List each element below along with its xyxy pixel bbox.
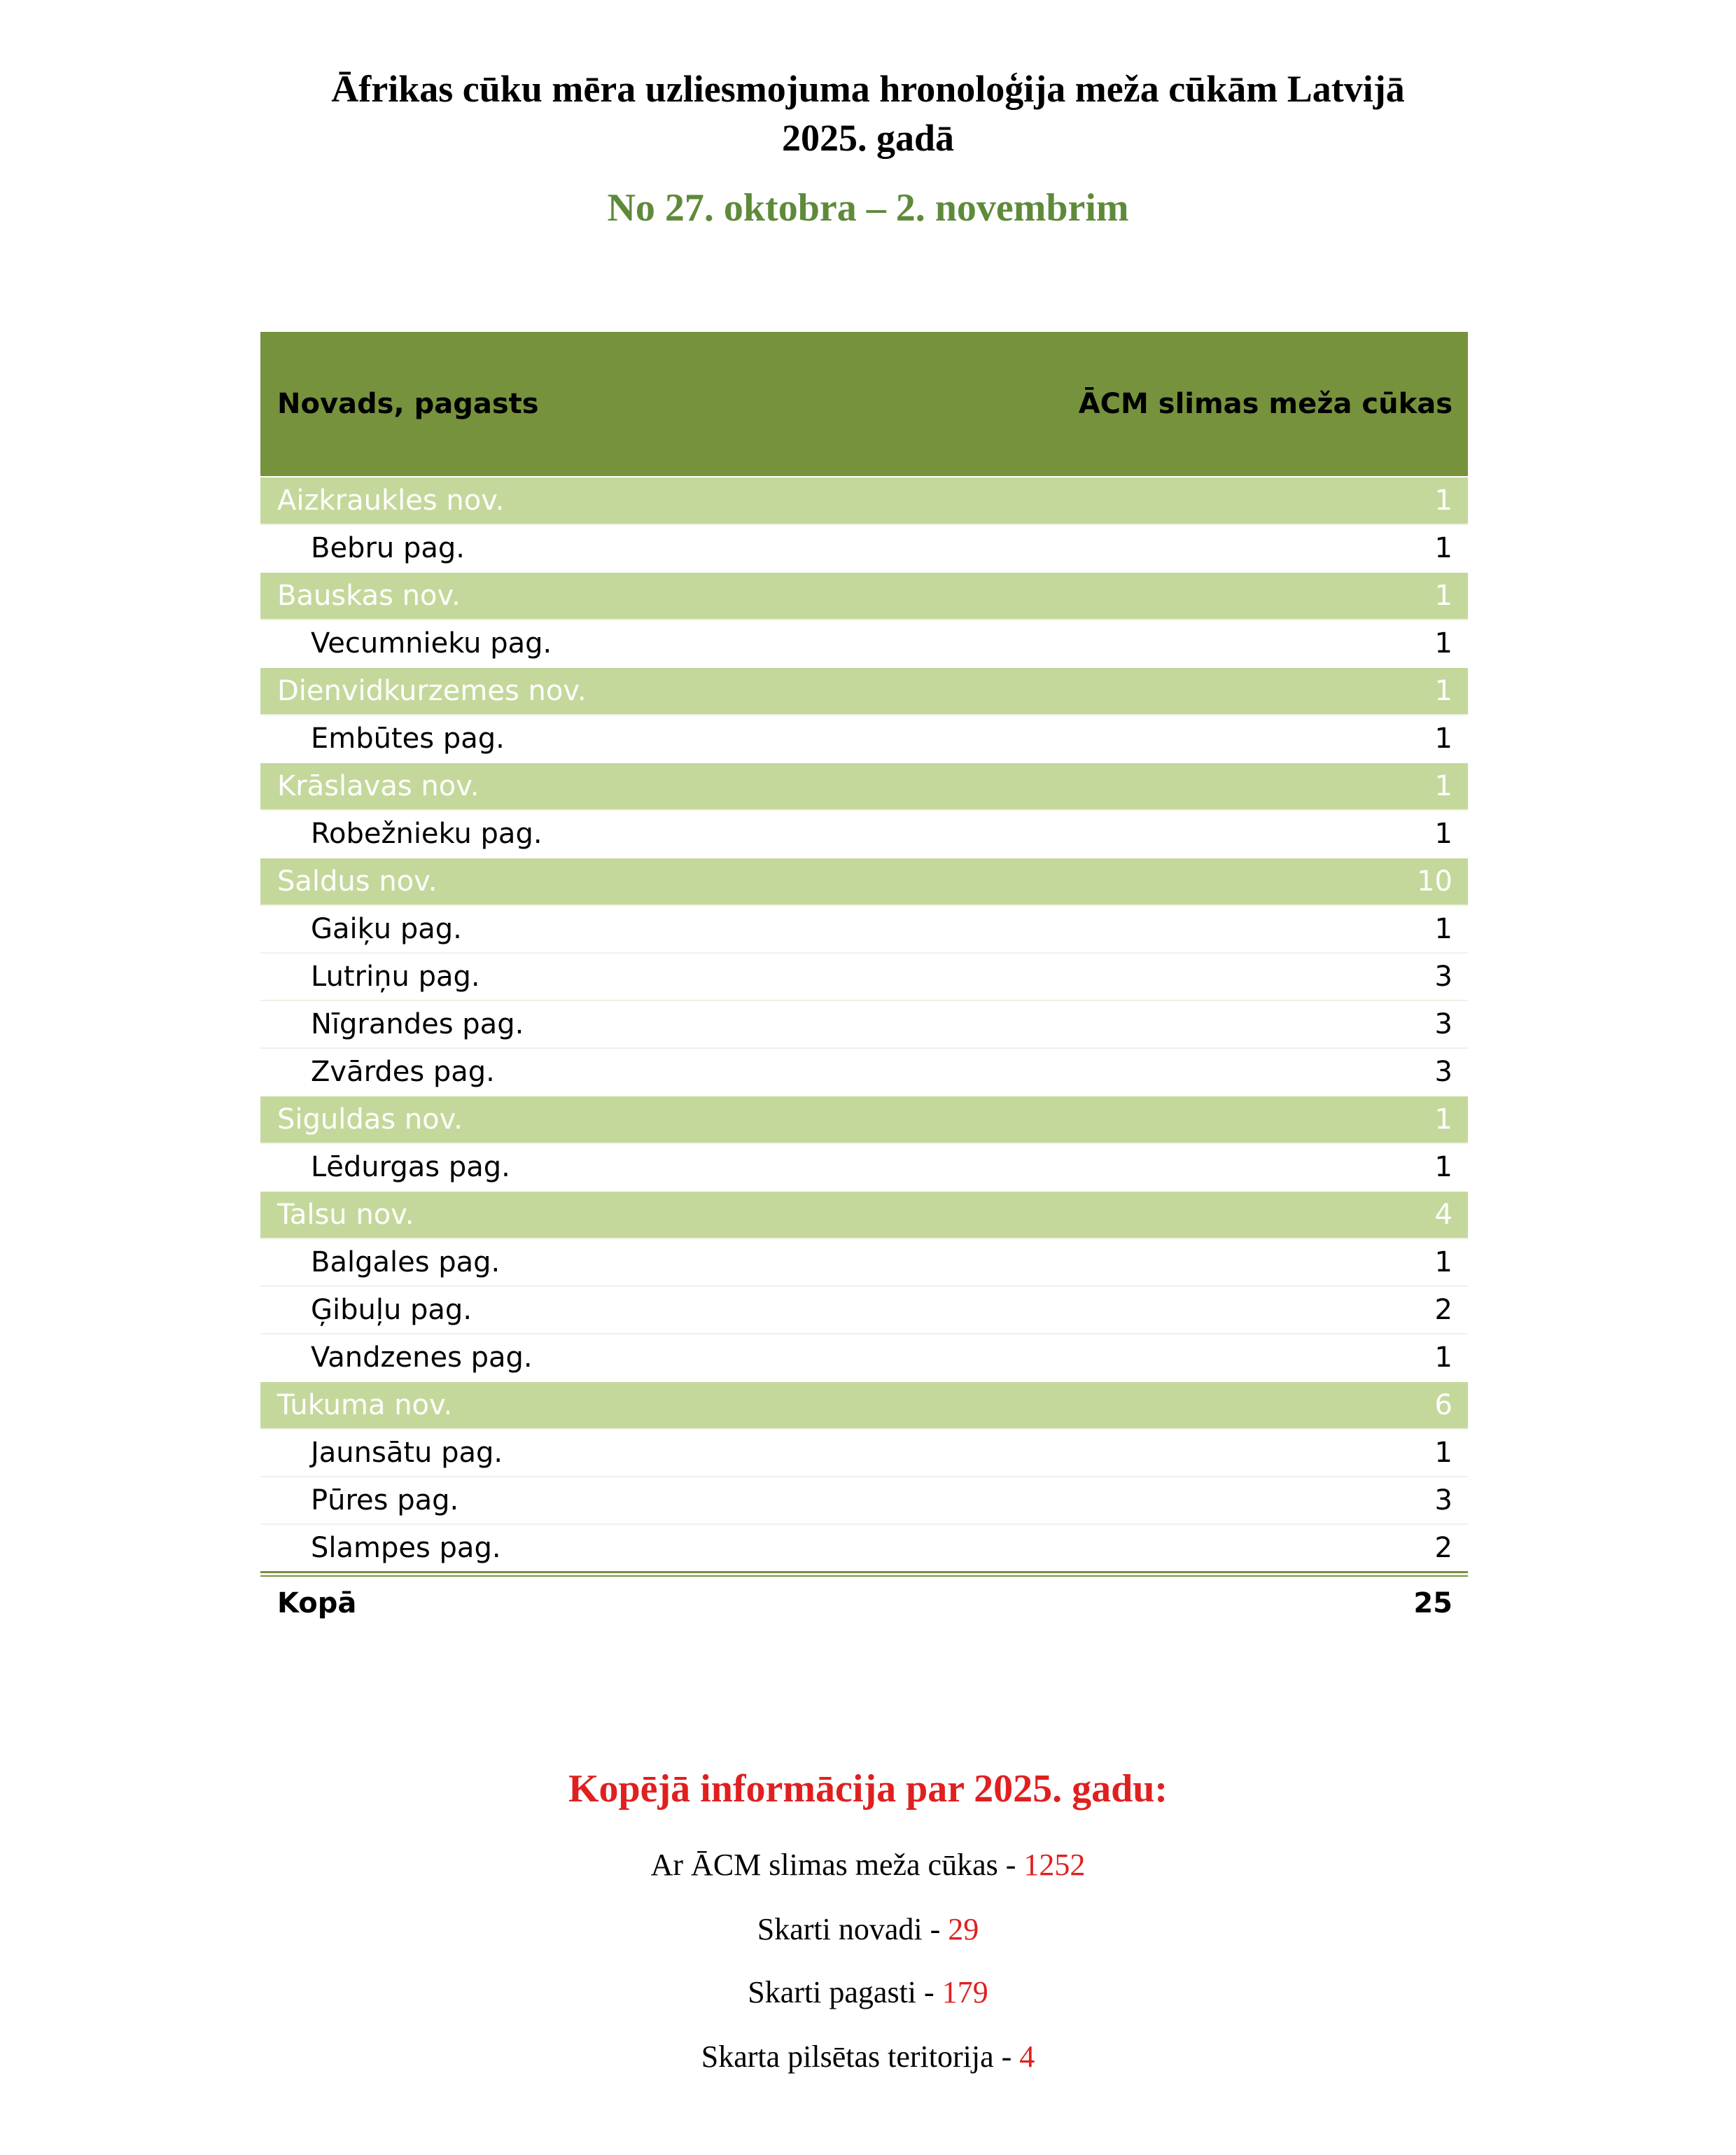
parish-name: Vecumnieku pag. xyxy=(311,627,552,660)
parish-name: Gaiķu pag. xyxy=(311,913,462,945)
parish-name: Jaunsātu pag. xyxy=(311,1437,503,1469)
parish-name: Embūtes pag. xyxy=(311,723,505,755)
region-name: Krāslavas nov. xyxy=(277,770,479,802)
parish-case-count: 1 xyxy=(1434,1246,1452,1278)
table-body xyxy=(260,476,1468,1571)
parish-case-count: 3 xyxy=(1434,1008,1452,1040)
parish-case-count: 1 xyxy=(1434,1151,1452,1183)
region-case-count: 4 xyxy=(1434,1199,1452,1231)
parish-name: Nīgrandes pag. xyxy=(311,1008,524,1040)
summary-label: Skarti pagasti - xyxy=(748,1975,942,2009)
parish-row xyxy=(260,1000,1468,1047)
region-case-count: 1 xyxy=(1434,1103,1452,1136)
parish-row xyxy=(260,1476,1468,1523)
region-row xyxy=(260,571,1468,619)
region-name: Aizkraukles nov. xyxy=(277,484,505,517)
region-case-count: 1 xyxy=(1434,580,1452,612)
region-row xyxy=(260,1190,1468,1238)
summary-label: Skarti novadi - xyxy=(757,1912,948,1946)
table-header xyxy=(260,332,1468,476)
parish-case-count: 1 xyxy=(1434,627,1452,660)
region-row xyxy=(260,1095,1468,1143)
parish-name: Slampes pag. xyxy=(311,1532,501,1564)
parish-case-count: 1 xyxy=(1434,532,1452,564)
parish-row xyxy=(260,1047,1468,1095)
parish-name: Balgales pag. xyxy=(311,1246,500,1278)
region-case-count: 1 xyxy=(1434,770,1452,802)
title-line-2: 2025. gadā xyxy=(781,117,955,159)
region-row xyxy=(260,476,1468,524)
parish-case-count: 2 xyxy=(1434,1294,1452,1326)
page-title xyxy=(0,64,1736,162)
summary-label: Skarta pilsētas teritorija - xyxy=(701,2039,1020,2074)
region-row xyxy=(260,1381,1468,1428)
summary-item-infected-boars xyxy=(0,1844,1736,1886)
total-label: Kopā xyxy=(277,1587,357,1619)
parish-name: Lutriņu pag. xyxy=(311,961,480,993)
region-name: Bauskas nov. xyxy=(277,580,461,612)
region-name: Dienvidkurzemes nov. xyxy=(277,675,587,707)
summary-value: 1252 xyxy=(1023,1848,1086,1882)
parish-case-count: 1 xyxy=(1434,913,1452,945)
total-value: 25 xyxy=(1413,1587,1452,1619)
parish-case-count: 1 xyxy=(1434,723,1452,755)
region-row xyxy=(260,762,1468,809)
parish-row xyxy=(260,524,1468,571)
region-row xyxy=(260,857,1468,905)
parish-row xyxy=(260,1333,1468,1381)
region-name: Siguldas nov. xyxy=(277,1103,463,1136)
parish-case-count: 3 xyxy=(1434,961,1452,993)
region-case-count: 6 xyxy=(1434,1389,1452,1421)
cases-table xyxy=(260,332,1468,1630)
summary-value: 179 xyxy=(941,1975,988,2009)
summary-item-city-territory xyxy=(0,2036,1736,2078)
parish-row xyxy=(260,619,1468,667)
parish-row xyxy=(260,952,1468,1000)
region-row xyxy=(260,667,1468,714)
parish-name: Ģibuļu pag. xyxy=(311,1294,472,1326)
parish-row xyxy=(260,809,1468,857)
region-case-count: 10 xyxy=(1417,865,1452,898)
summary-item-districts xyxy=(0,1909,1736,1951)
header-region: Novads, pagasts xyxy=(277,388,539,420)
parish-name: Robežnieku pag. xyxy=(311,818,542,850)
region-case-count: 1 xyxy=(1434,484,1452,517)
parish-row xyxy=(260,905,1468,952)
parish-name: Lēdurgas pag. xyxy=(311,1151,510,1183)
parish-name: Vandzenes pag. xyxy=(311,1341,533,1374)
parish-row xyxy=(260,1523,1468,1571)
parish-row xyxy=(260,1143,1468,1190)
parish-row xyxy=(260,714,1468,762)
parish-name: Pūres pag. xyxy=(311,1484,459,1516)
parish-case-count: 2 xyxy=(1434,1532,1452,1564)
total-separator xyxy=(260,1571,1468,1577)
summary-value: 4 xyxy=(1019,2039,1035,2074)
summary-item-parishes xyxy=(0,1972,1736,2014)
summary-label: Ar ĀCM slimas meža cūkas - xyxy=(650,1848,1024,1882)
parish-row xyxy=(260,1428,1468,1476)
parish-row xyxy=(260,1238,1468,1285)
parish-case-count: 1 xyxy=(1434,1437,1452,1469)
parish-case-count: 1 xyxy=(1434,1341,1452,1374)
period-subtitle: No 27. oktobra – 2. novembrim xyxy=(607,186,1129,230)
region-name: Tukuma nov. xyxy=(277,1389,453,1421)
parish-case-count: 1 xyxy=(1434,818,1452,850)
parish-row xyxy=(260,1285,1468,1333)
summary-value: 29 xyxy=(948,1912,979,1946)
parish-name: Zvārdes pag. xyxy=(311,1056,495,1088)
region-name: Talsu nov. xyxy=(277,1199,414,1231)
header-cases: ĀCM slimas meža cūkas xyxy=(1078,388,1452,420)
title-line-1: Āfrikas cūku mēra uzliesmojuma hronoloģija meža cūkām Latvijā xyxy=(331,68,1405,110)
total-row xyxy=(260,1577,1468,1630)
parish-name: Bebru pag. xyxy=(311,532,465,564)
parish-case-count: 3 xyxy=(1434,1484,1452,1516)
region-case-count: 1 xyxy=(1434,675,1452,707)
parish-case-count: 3 xyxy=(1434,1056,1452,1088)
region-name: Saldus nov. xyxy=(277,865,438,898)
summary-title: Kopējā informācija par 2025. gadu: xyxy=(568,1767,1168,1811)
